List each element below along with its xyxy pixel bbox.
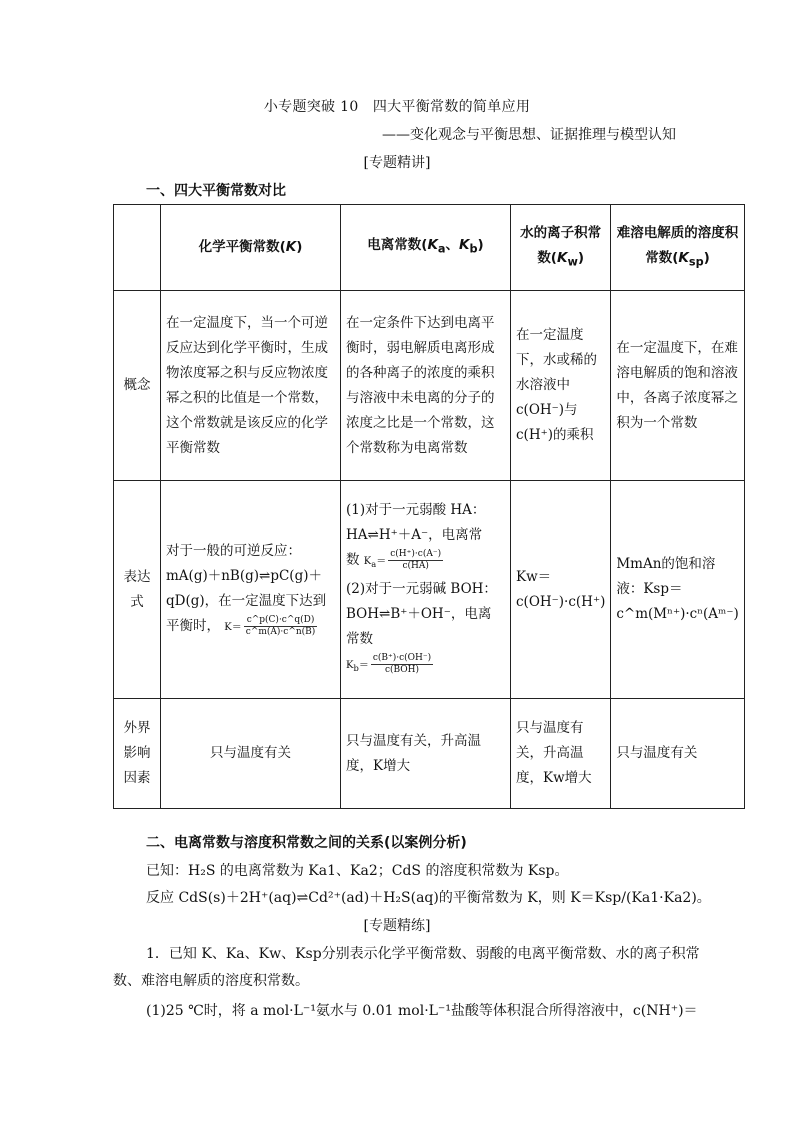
- header-water-constant: 水的离子积常数$(K_w)$: [511, 205, 611, 291]
- question1-sub1: (1)25 ℃时，将 a mol·L⁻¹氨水与 0.01 mol·L⁻¹盐酸等体积混合所得溶液中，c(NH⁺)＝: [146, 1003, 698, 1019]
- section-label-jingjiang: [专题精讲]: [363, 155, 431, 171]
- heading-comparison: 一、四大平衡常数对比: [146, 183, 286, 199]
- concept-ion-cell: 在一定条件下达到电离平衡时，弱电解质电离形成的各种离子的浓度的乘积与溶液中未电离的分子的浓度之比是一个常数，这个常数称为电离常数: [341, 291, 511, 481]
- ka-fraction-numerator: c(H⁺)·c(A⁻): [390, 549, 442, 559]
- concept-ksp-cell: 在一定温度下，在难溶电解质的饱和溶液中，各离子浓度幂之积为一个常数: [611, 291, 744, 481]
- chem-fraction-numerator: c^p(C)·c^q(D): [244, 615, 318, 627]
- row-label-expression: 表达式: [114, 481, 161, 699]
- ka-fraction: [388, 549, 443, 572]
- row-label-concept: 概念: [114, 291, 161, 481]
- row-label-factor: 外界影响因素: [114, 699, 161, 809]
- expr-ion-b-line2: BOH⇌B⁺＋OH⁻，电离: [346, 606, 492, 622]
- expr-water-cell: Kw＝c(OH⁻)·c(H⁺): [511, 481, 611, 699]
- table-row-expression: [114, 481, 745, 699]
- table-row-factor: [114, 699, 745, 809]
- expr-ion-b-formula: $K_b=$ $\frac{c(B^+)\cdot c(OH^-)}{\text{c(BOH)}}$: [346, 653, 432, 675]
- heading-relationship: 二、电离常数与溶度积常数之间的关系(以案例分析): [146, 835, 467, 851]
- expr-chem-line3: qD(g)，在一定温度下达到: [166, 593, 327, 609]
- kb-fraction: [371, 653, 433, 676]
- header-empty-cell: [114, 205, 161, 291]
- concept-chem-cell: 在一定温度下，当一个可逆反应达到化学平衡时，生成物浓度幂之积与反应物浓度幂之积的比值是一个常数，这个常数就是该反应的化学平衡常数: [161, 291, 341, 481]
- expr-chem-line4-text: 平衡时，: [166, 618, 220, 634]
- page-subtitle: ——变化观念与平衡思想、证据推理与模型认知: [382, 127, 676, 143]
- section-label-lianxi: [专题精练]: [363, 918, 431, 934]
- constants-comparison-table: [113, 204, 745, 809]
- expr-ion-a-line1: (1)对于一元弱酸 HA：: [346, 502, 486, 518]
- expr-ksp-cell: MmAn的饱和溶液：Ksp＝c^m(Mⁿ⁺)·cⁿ(Aᵐ⁻): [611, 481, 744, 699]
- concept-water-cell: 在一定温度下，水或稀的水溶液中 c(OH⁻)与c(H⁺)的乘积: [511, 291, 611, 481]
- header-ksp-constant: 难溶电解质的溶度积常数$(K_{sp})$: [611, 205, 744, 291]
- kb-fraction-numerator: c(B⁺)·c(OH⁻): [372, 653, 432, 663]
- expr-ion-a-line3-text: 数: [346, 552, 360, 568]
- factor-ion-cell: 只与温度有关，升高温度，K增大: [341, 699, 511, 809]
- expr-ion-a-line3: 数 $K_a=$ $\frac{c(H^+)\cdot c(A^-)}{c(HA)}$: [346, 549, 442, 571]
- kb-fraction-denominator: c(BOH): [384, 665, 420, 675]
- expr-ion-cell: [341, 481, 511, 699]
- expr-ion-a-line2: HA⇌H⁺＋A⁻，电离常: [346, 527, 483, 543]
- table-row-concept: [114, 291, 745, 481]
- ka-fraction-denominator: c(HA): [402, 561, 429, 571]
- table-header-row: [114, 205, 745, 291]
- expr-chem-line2: mA(g)＋nB(g)⇌pC(g)＋: [166, 568, 322, 584]
- expr-ion-b-line1: (2)对于一元弱碱 BOH：: [346, 581, 497, 597]
- chem-fraction-denominator: c^m(A)·c^n(B): [245, 627, 316, 637]
- chem-constant-fraction: [244, 615, 318, 638]
- expr-ion-b-line3: 常数: [346, 631, 373, 647]
- question1-line2: 数、难溶电解质的溶度积常数。: [113, 973, 309, 989]
- factor-ksp-cell: 只与温度有关: [611, 699, 744, 809]
- page-title: 小专题突破 10 四大平衡常数的简单应用: [263, 99, 531, 115]
- question1-line1: 1．已知 K、Ka、Kw、Ksp分别表示化学平衡常数、弱酸的电离平衡常数、水的离子积常: [146, 946, 700, 962]
- factor-water-cell: 只与温度有关，升高温度，Kw增大: [511, 699, 611, 809]
- known-statement: 已知：H₂S 的电离常数为 Ka1、Ka2；CdS 的溶度积常数为 Ksp。: [146, 863, 569, 879]
- factor-chem-cell: 只与温度有关: [161, 699, 341, 809]
- header-chem-constant: 化学平衡常数(K): [161, 205, 341, 291]
- expr-chem-line4: 平衡时， K＝ $\frac{c\^{}p(C)\cdot c\^{}q(D)}{c\^{}m(A)\cdot c\^{}n(B)}$: [166, 615, 316, 637]
- reaction-statement: 反应 CdS(s)＋2H⁺(aq)⇌Cd²⁺(ad)＋H₂S(aq)的平衡常数为 K，则 K＝Ksp/(Ka1·Ka2)。: [146, 890, 711, 906]
- expr-chem-cell: [161, 481, 341, 699]
- expr-chem-line1: 对于一般的可逆反应：: [166, 543, 301, 559]
- header-ion-constant: 电离常数($K_a$、$K_b$): [341, 205, 511, 291]
